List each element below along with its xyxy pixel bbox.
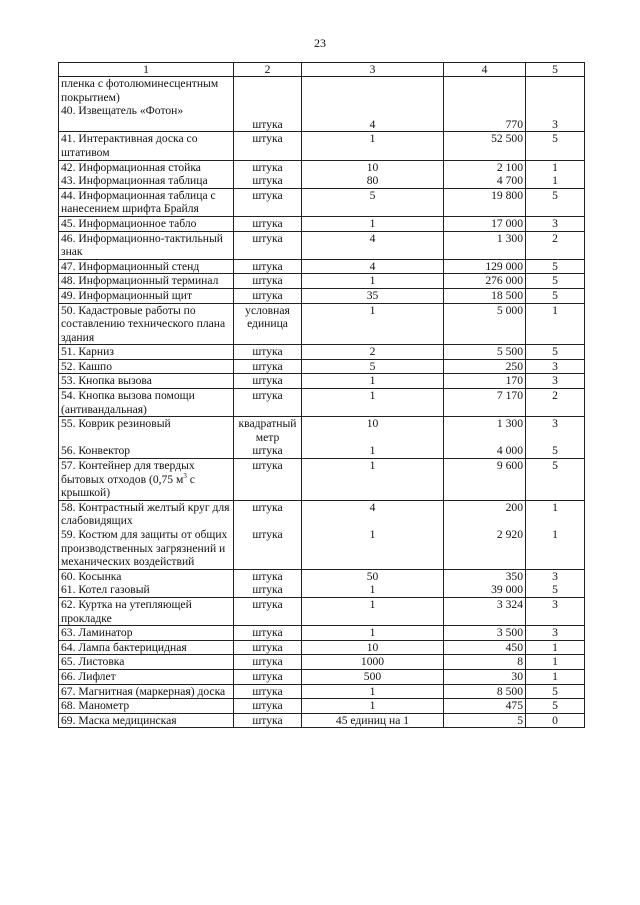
table-row [59, 216, 585, 231]
item-term: 1 [526, 655, 585, 670]
item-price: 52 500 [444, 132, 526, 160]
item-quantity: 50 1 [302, 569, 444, 597]
table-row [59, 188, 585, 216]
item-unit: штука штука [234, 500, 302, 569]
item-price: 8 [444, 655, 526, 670]
table-row [59, 684, 585, 699]
item-term: 1 [526, 640, 585, 655]
item-unit: штука [234, 640, 302, 655]
item-quantity: 1 [302, 389, 444, 417]
item-unit: штука [234, 359, 302, 374]
item-unit: штука [234, 626, 302, 641]
item-name: 53. Кнопка вызова [59, 374, 234, 389]
item-price: 5 500 [444, 345, 526, 360]
item-price: 276 000 [444, 274, 526, 289]
item-term: 3 5 [526, 569, 585, 597]
item-name: 41. Интерактивная доска со штативом [59, 132, 234, 160]
table-row [59, 417, 585, 459]
item-quantity: 1 [302, 374, 444, 389]
item-term: 3 [526, 374, 585, 389]
item-term: 3 5 [526, 417, 585, 459]
table-row [59, 500, 585, 569]
item-price: 1 300 [444, 231, 526, 259]
item-unit: штука [234, 374, 302, 389]
item-name: 69. Маска медицинская [59, 713, 234, 728]
item-name: 68. Манометр [59, 699, 234, 714]
item-quantity: 10 [302, 640, 444, 655]
item-price: 19 800 [444, 188, 526, 216]
table-row [59, 655, 585, 670]
column-header: 2 [234, 63, 302, 77]
item-unit: штука [234, 132, 302, 160]
item-unit: штука [234, 389, 302, 417]
item-unit: штука [234, 713, 302, 728]
item-price: 770 [444, 77, 526, 132]
item-price: 9 600 [444, 459, 526, 501]
item-unit: штука [234, 684, 302, 699]
item-name: 54. Кнопка вызова помощи (антивандальная) [59, 389, 234, 417]
item-quantity: 1 [302, 699, 444, 714]
item-quantity: 1 [302, 274, 444, 289]
item-price: 129 000 [444, 259, 526, 274]
item-term: 2 [526, 231, 585, 259]
item-name: 55. Коврик резиновый 56. Конвектор [59, 417, 234, 459]
item-name: 48. Информационный терминал [59, 274, 234, 289]
item-unit: штука [234, 669, 302, 684]
column-header: 5 [526, 63, 585, 77]
table-row [59, 77, 585, 132]
item-price: 450 [444, 640, 526, 655]
item-term: 5 [526, 259, 585, 274]
item-quantity: 1 [302, 626, 444, 641]
item-quantity: 4 [302, 231, 444, 259]
item-term: 3 [526, 597, 585, 625]
table-row [59, 713, 585, 728]
item-price: 2 100 4 700 [444, 160, 526, 188]
item-price: 8 500 [444, 684, 526, 699]
table-row [59, 345, 585, 360]
item-term: 5 [526, 699, 585, 714]
table-row [59, 160, 585, 188]
item-unit: штука [234, 655, 302, 670]
item-term: 5 [526, 459, 585, 501]
equipment-table [58, 62, 585, 728]
column-header: 1 [59, 63, 234, 77]
item-name: 50. Кадастровые работы по составлению технического плана здания [59, 303, 234, 345]
item-name: 45. Информационное табло [59, 216, 234, 231]
item-unit: штука [234, 597, 302, 625]
item-price: 3 500 [444, 626, 526, 641]
table-row [59, 132, 585, 160]
table-row [59, 569, 585, 597]
item-quantity: 1 [302, 303, 444, 345]
item-term: 5 [526, 274, 585, 289]
table-row [59, 231, 585, 259]
item-unit: штука [234, 288, 302, 303]
item-price: 17 000 [444, 216, 526, 231]
item-price: 475 [444, 699, 526, 714]
item-name: 49. Информационный щит [59, 288, 234, 303]
item-price: 18 500 [444, 288, 526, 303]
item-price: 5 [444, 713, 526, 728]
item-quantity: 1000 [302, 655, 444, 670]
table-row [59, 374, 585, 389]
item-term: 3 [526, 77, 585, 132]
item-unit: квадратный метр штука [234, 417, 302, 459]
item-name: 67. Магнитная (маркерная) доска [59, 684, 234, 699]
table-row [59, 303, 585, 345]
item-term: 5 [526, 288, 585, 303]
item-price: 350 39 000 [444, 569, 526, 597]
item-name: 58. Контрастный желтый круг для слабовидящих 59. Костюм для защиты от общих производственных загрязнений и механических воздействий [59, 500, 234, 569]
table-row [59, 626, 585, 641]
item-unit: штука [234, 77, 302, 132]
item-term: 3 [526, 626, 585, 641]
item-quantity: 10 1 [302, 417, 444, 459]
item-name: 66. Лифлет [59, 669, 234, 684]
item-quantity: 10 80 [302, 160, 444, 188]
item-name: 42. Информационная стойка 43. Информационная таблица [59, 160, 234, 188]
item-unit: условная единица [234, 303, 302, 345]
item-unit: штука [234, 216, 302, 231]
item-name [59, 77, 234, 132]
item-term: 1 1 [526, 160, 585, 188]
item-name: 46. Информационно-тактильный знак [59, 231, 234, 259]
item-quantity: 5 [302, 359, 444, 374]
table-row [59, 459, 585, 501]
item-term: 2 [526, 389, 585, 417]
item-quantity: 4 1 [302, 500, 444, 569]
item-term: 5 [526, 132, 585, 160]
item-price: 5 000 [444, 303, 526, 345]
item-quantity: 45 единиц на 1 [302, 713, 444, 728]
table-row [59, 259, 585, 274]
item-name: 63. Ламинатор [59, 626, 234, 641]
item-name-text: пленка с фотолюминесцентным покрытием) [61, 77, 219, 104]
item-quantity: 1 [302, 684, 444, 699]
table-row [59, 640, 585, 655]
item-price: 200 2 920 [444, 500, 526, 569]
item-term: 5 [526, 345, 585, 360]
item-quantity: 4 [302, 77, 444, 132]
item-unit: штука [234, 345, 302, 360]
item-name: 65. Листовка [59, 655, 234, 670]
item-name: 57. Контейнер для твердых бытовых отходов (0,75 $м^3$ с крышкой) [59, 459, 234, 501]
item-quantity: 1 [302, 597, 444, 625]
item-term: 0 [526, 713, 585, 728]
item-price: 30 [444, 669, 526, 684]
table-row [59, 389, 585, 417]
table-row [59, 359, 585, 374]
item-unit: штука штука [234, 569, 302, 597]
table-row [59, 699, 585, 714]
item-unit: штука [234, 231, 302, 259]
item-unit: штука штука [234, 160, 302, 188]
page-number: 23 [314, 36, 326, 50]
item-name: 52. Кашпо [59, 359, 234, 374]
item-term: 5 [526, 684, 585, 699]
table-row [59, 597, 585, 625]
item-unit: штука [234, 459, 302, 501]
item-unit: штука [234, 259, 302, 274]
table-row [59, 669, 585, 684]
item-name: 64. Лампа бактерицидная [59, 640, 234, 655]
item-name: 47. Информационный стенд [59, 259, 234, 274]
item-price: 7 170 [444, 389, 526, 417]
item-term: 5 [526, 188, 585, 216]
item-price: 1 300 4 000 [444, 417, 526, 459]
item-quantity: 1 [302, 459, 444, 501]
table-row [59, 288, 585, 303]
item-quantity: 5 [302, 188, 444, 216]
item-price: 3 324 [444, 597, 526, 625]
item-term: 1 [526, 669, 585, 684]
item-quantity: 4 [302, 259, 444, 274]
item-unit: штука [234, 188, 302, 216]
item-name: 51. Карниз [59, 345, 234, 360]
item-name: 62. Куртка на утепляющей прокладке [59, 597, 234, 625]
item-term: 3 [526, 216, 585, 231]
table-header-row [59, 63, 585, 77]
item-unit: штука [234, 699, 302, 714]
item-price: 250 [444, 359, 526, 374]
item-quantity: 35 [302, 288, 444, 303]
column-header: 3 [302, 63, 444, 77]
item-quantity: 500 [302, 669, 444, 684]
item-quantity: 1 [302, 216, 444, 231]
item-name: 60. Косынка 61. Котел газовый [59, 569, 234, 597]
item-term: 3 [526, 359, 585, 374]
table-row [59, 274, 585, 289]
item-quantity: 1 [302, 132, 444, 160]
item-name: 44. Информационная таблица с нанесением шрифта Брайля [59, 188, 234, 216]
item-quantity: 2 [302, 345, 444, 360]
item-name-text: 40. Извещатель «Фотон» [61, 104, 184, 118]
item-unit: штука [234, 274, 302, 289]
column-header: 4 [444, 63, 526, 77]
item-term: 1 1 [526, 500, 585, 569]
item-term: 1 [526, 303, 585, 345]
item-price: 170 [444, 374, 526, 389]
